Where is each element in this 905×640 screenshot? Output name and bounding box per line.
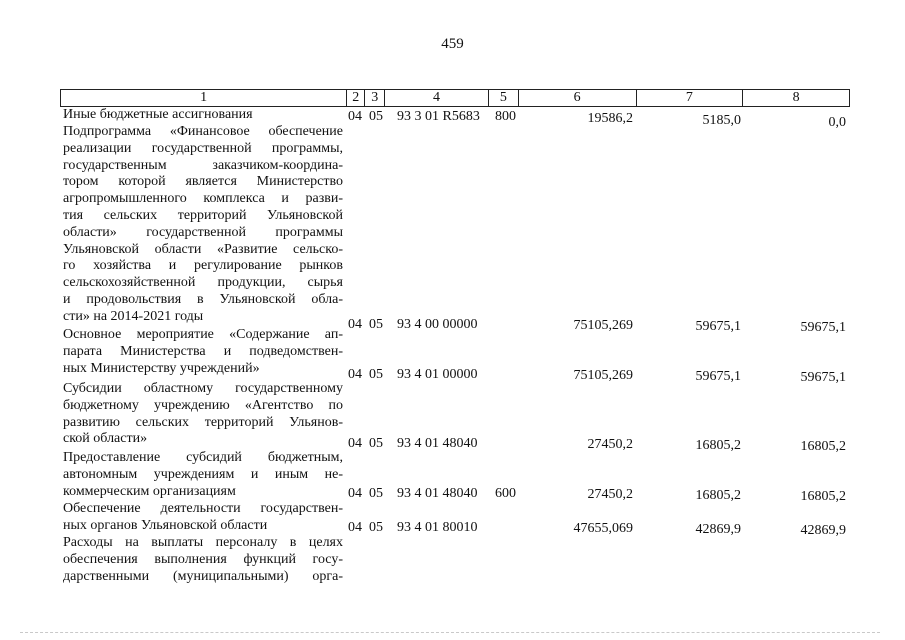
header-col-5: 5 [489,90,519,106]
value-col-8: 59675,1 [800,370,846,385]
page-number: 459 [441,36,464,52]
value-col-6: 19586,2 [587,111,633,126]
description-line: тором которой является Министерство [63,174,343,190]
value-col-7: 42869,9 [695,522,741,537]
description-line: коммерческим организациям [63,483,236,499]
description-line: развитию сельских территорий Ульянов- [63,414,343,430]
code-target-article: 93 4 01 80010 [397,520,478,535]
description-line: автономным учреждениям и иным не- [63,466,343,482]
description-line: Иные бюджетные ассигнования [63,107,253,122]
code-expense-type: 800 [495,109,516,124]
description-line: государственным заказчиком-координа- [63,157,343,173]
value-col-6: 75105,269 [573,368,633,383]
description-line: дарственными (муниципальными) орга- [63,568,343,584]
code-subsection: 05 [369,436,383,451]
header-col-1: 1 [61,90,347,106]
code-target-article: 93 4 01 48040 [397,486,478,501]
code-subsection: 05 [369,317,383,332]
value-col-6: 27450,2 [587,437,633,452]
code-section: 04 [348,367,362,382]
header-col-2: 2 [347,90,365,106]
code-target-article: 93 4 01 48040 [397,436,478,451]
code-subsection: 05 [369,486,383,501]
header-col-8: 8 [792,90,800,105]
row-description [63,450,343,500]
value-col-8: 42869,9 [800,523,846,538]
value-col-6: 27450,2 [587,487,633,502]
row-description [63,501,343,535]
header-col-6: 6 [519,90,637,106]
row-description [63,107,343,124]
row-description [63,381,343,448]
row-description [63,124,343,326]
code-subsection: 05 [369,520,383,535]
value-col-7: 59675,1 [695,319,741,334]
code-section: 04 [348,109,362,124]
value-col-8: 59675,1 [800,320,846,335]
value-col-6: 75105,269 [573,318,633,333]
header-col-7: 7 [637,90,744,106]
description-line: и продовольствия в Ульяновской обла- [63,291,343,307]
table-header [60,89,850,107]
description-line: ской области» [63,431,148,447]
description-line: реализации государственной программы, [63,140,343,156]
header-col-4: 4 [385,90,489,106]
code-section: 04 [348,436,362,451]
description-line: ных органов Ульяновской области [63,517,268,533]
description-line: Расходы на выплаты персоналу в целях [63,535,343,550]
description-line: Субсидии областному государственному [63,381,343,396]
code-section: 04 [348,317,362,332]
scan-edge-divider [20,632,880,633]
code-section: 04 [348,486,362,501]
value-col-8: 16805,2 [800,439,846,454]
description-line: области» государственной программы [63,224,343,240]
description-line: ных Министерству учреждений» [63,360,260,376]
description-line: Ульяновской области «Развитие сельско- [63,241,343,257]
code-section: 04 [348,520,362,535]
description-line: Предоставление субсидий бюджетным, [63,450,343,465]
code-subsection: 05 [369,367,383,382]
value-col-7: 59675,1 [695,369,741,384]
row-description [63,327,343,377]
code-target-article: 93 3 01 R5683 [397,109,480,124]
description-line: тия сельских территорий Ульяновской [63,207,343,223]
description-line: Подпрограмма «Финансовое обеспечение [63,124,343,139]
description-line: сти» на 2014-2021 годы [63,308,204,324]
description-line: бюджетному учреждению «Агентство по [63,397,343,413]
code-target-article: 93 4 01 00000 [397,367,478,382]
value-col-8: 16805,2 [800,489,846,504]
description-line: сельскохозяйственной продукции, сырья [63,275,343,291]
description-line: Основное мероприятие «Содержание ап- [63,327,343,342]
row-description [63,535,343,585]
value-col-7: 16805,2 [695,438,741,453]
description-line: парата Министерства и подведомствен- [63,343,343,359]
description-line: обеспечения выполнения функций госу- [63,551,343,567]
code-expense-type: 600 [495,486,516,501]
description-line: агропромышленного комплекса и разви- [63,191,343,207]
description-line: Обеспечение деятельности государствен- [63,501,343,516]
value-col-8: 0,0 [828,115,846,130]
code-subsection: 05 [369,109,383,124]
description-line: го хозяйства и регулирование рынков [63,258,343,274]
value-col-7: 16805,2 [695,488,741,503]
value-col-7: 5185,0 [702,113,741,128]
value-col-6: 47655,069 [573,521,633,536]
code-target-article: 93 4 00 00000 [397,317,478,332]
header-col-3: 3 [365,90,385,106]
